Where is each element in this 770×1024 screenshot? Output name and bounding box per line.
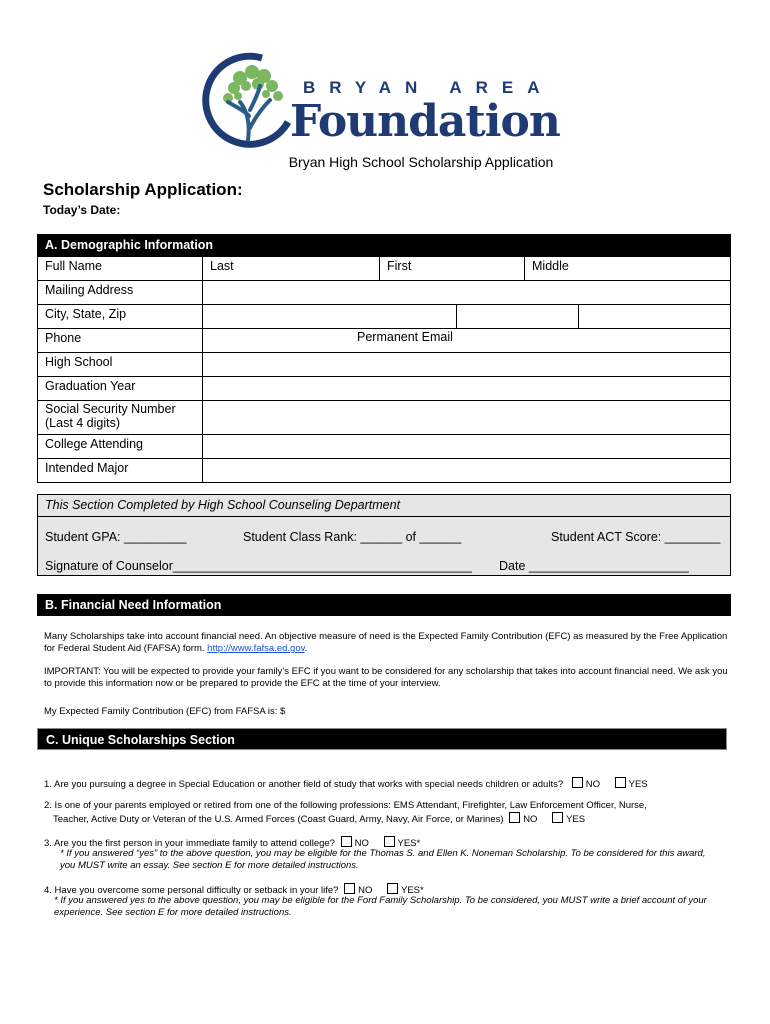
table-row — [38, 353, 731, 377]
first-name-field[interactable]: First — [380, 257, 525, 281]
section-a-header: A. Demographic Information — [37, 234, 731, 256]
section-b-header: B. Financial Need Information — [37, 594, 731, 616]
city-state-zip-label: City, State, Zip — [38, 305, 203, 329]
question-1-text: 1. Are you pursuing a degree in Special Education or another field of study that works with special needs children or adults? — [44, 779, 564, 790]
document-title: Scholarship Application: — [43, 180, 243, 199]
student-act-score-field[interactable]: Student ACT Score: ________ — [551, 530, 721, 544]
high-school-field[interactable] — [203, 353, 731, 377]
zip-field[interactable] — [579, 305, 730, 328]
table-row — [38, 281, 731, 305]
question-3-text: 3. Are you the first person in your immediate family to attend college? — [44, 838, 335, 849]
table-row — [38, 257, 731, 281]
graduation-year-field[interactable] — [203, 377, 731, 401]
mailing-address-label: Mailing Address — [38, 281, 203, 305]
phone-field[interactable] — [203, 329, 353, 352]
q2-no-label: NO — [523, 814, 538, 825]
page-subtitle — [0, 154, 770, 170]
foundation-logo — [200, 50, 580, 155]
q4-no-label: NO — [358, 885, 373, 896]
q3-yes-label: YES* — [397, 838, 421, 849]
section-c-header: C. Unique Scholarships Section — [37, 728, 727, 750]
city-state-zip-cell — [203, 305, 731, 329]
phone-label: Phone — [38, 329, 203, 353]
q1-no-label: NO — [585, 779, 601, 790]
student-gpa-field[interactable]: Student GPA: _________ — [45, 530, 187, 544]
permanent-email-field[interactable]: Permanent Email — [357, 330, 453, 344]
table-row — [38, 435, 731, 459]
student-class-rank-field[interactable]: Student Class Rank: ______ of ______ — [243, 530, 462, 544]
question-4-note: * If you answered yes to the above question, you may be eligible for the Ford Family Scholarship. To be considered, you MUST write a brief account of your experience. See section E for more detailed instructions. — [54, 895, 707, 918]
subtitle-text: Bryan High School Scholarship Application — [288, 154, 554, 170]
todays-date-label[interactable]: Today’s Date: — [43, 203, 121, 217]
college-attending-field[interactable] — [203, 435, 731, 459]
question-2-text-line1: 2. Is one of your parents employed or retired from one of the following professions: EMS Attendant, Firefighter, Law Enforcement Officer, Nurse, — [44, 800, 647, 811]
last-name-field[interactable]: Last — [203, 257, 380, 281]
checkbox-icon[interactable] — [615, 777, 626, 788]
intended-major-label: Intended Major — [38, 459, 203, 483]
checkbox-icon[interactable] — [384, 836, 395, 847]
ssn-label-line1: Social Security Number — [45, 402, 176, 416]
table-row — [38, 377, 731, 401]
checkbox-icon[interactable] — [387, 883, 398, 894]
checkbox-icon[interactable] — [509, 812, 520, 823]
high-school-label: High School — [38, 353, 203, 377]
checkbox-icon[interactable] — [341, 836, 352, 847]
q4-yes-label: YES* — [401, 885, 424, 896]
q1-yes-label: YES — [628, 779, 648, 790]
middle-name-field[interactable]: Middle — [525, 257, 731, 281]
table-row — [38, 305, 731, 329]
phone-email-cell — [203, 329, 731, 353]
financial-need-end: . — [304, 643, 308, 654]
full-name-label: Full Name — [38, 257, 203, 281]
fafsa-link[interactable]: http://www.fafsa.ed.gov — [207, 643, 305, 654]
q3-no-label: NO — [354, 838, 369, 849]
state-field[interactable] — [457, 305, 579, 328]
question-3-note: * If you answered “yes” to the above question, you may be eligible for the Thomas S. and Ellen K. Noneman Scholarship. To be considered for this award, you MUST write an essay. See section E for more detailed instructions. — [60, 848, 706, 871]
checkbox-icon[interactable] — [572, 777, 583, 788]
important-paragraph: IMPORTANT: You will be expected to provide your family’s EFC if you want to be considered for any scholarship that takes into account financial need. We ask you to provide this information now or be prepared to provide the EFC at the time of your interview. — [44, 666, 728, 689]
checkbox-icon[interactable] — [344, 883, 355, 894]
ssn-field[interactable] — [203, 401, 731, 435]
logo-text-top: BRYAN AREA — [303, 78, 554, 97]
question-1 — [44, 777, 734, 791]
efc-field[interactable]: My Expected Family Contribution (EFC) from FAFSA is: $ — [44, 706, 286, 717]
ssn-label — [38, 401, 203, 435]
table-row — [38, 459, 731, 483]
financial-need-text: Many Scholarships take into account financial need. An objective measure of need is the Expected Family Contribution (EFC) as measured by the Free Application for Federal Student Aid (FAFSA) form. — [44, 631, 728, 654]
question-4-text: 4. Have you overcome some personal difficulty or setback in your life? — [44, 885, 339, 896]
city-field[interactable] — [203, 305, 457, 328]
demographic-table — [37, 256, 731, 483]
ssn-label-line2: (Last 4 digits) — [45, 416, 121, 430]
financial-need-paragraph — [44, 631, 734, 655]
college-attending-label: College Attending — [38, 435, 203, 459]
intended-major-field[interactable] — [203, 459, 731, 483]
counselor-signature-field[interactable]: Signature of Counselor___________________________________________ — [45, 559, 472, 573]
q2-yes-label: YES — [566, 814, 586, 825]
mailing-address-field[interactable] — [203, 281, 731, 305]
logo-text-bottom: Foundation — [290, 96, 560, 147]
checkbox-icon[interactable] — [552, 812, 563, 823]
question-2 — [44, 800, 734, 826]
counselor-section — [37, 494, 731, 576]
counselor-date-field[interactable]: Date _______________________ — [499, 559, 689, 573]
counselor-section-heading: This Section Completed by High School Counseling Department — [38, 495, 730, 517]
question-2-text-line2: Teacher, Active Duty or Veteran of the U.S. Armed Forces (Coast Guard, Army, Navy, Air Force, or Marines) — [53, 814, 504, 825]
table-row — [38, 329, 731, 353]
graduation-year-label: Graduation Year — [38, 377, 203, 401]
table-row — [38, 401, 731, 435]
tree-circle-logo-icon — [200, 50, 300, 150]
